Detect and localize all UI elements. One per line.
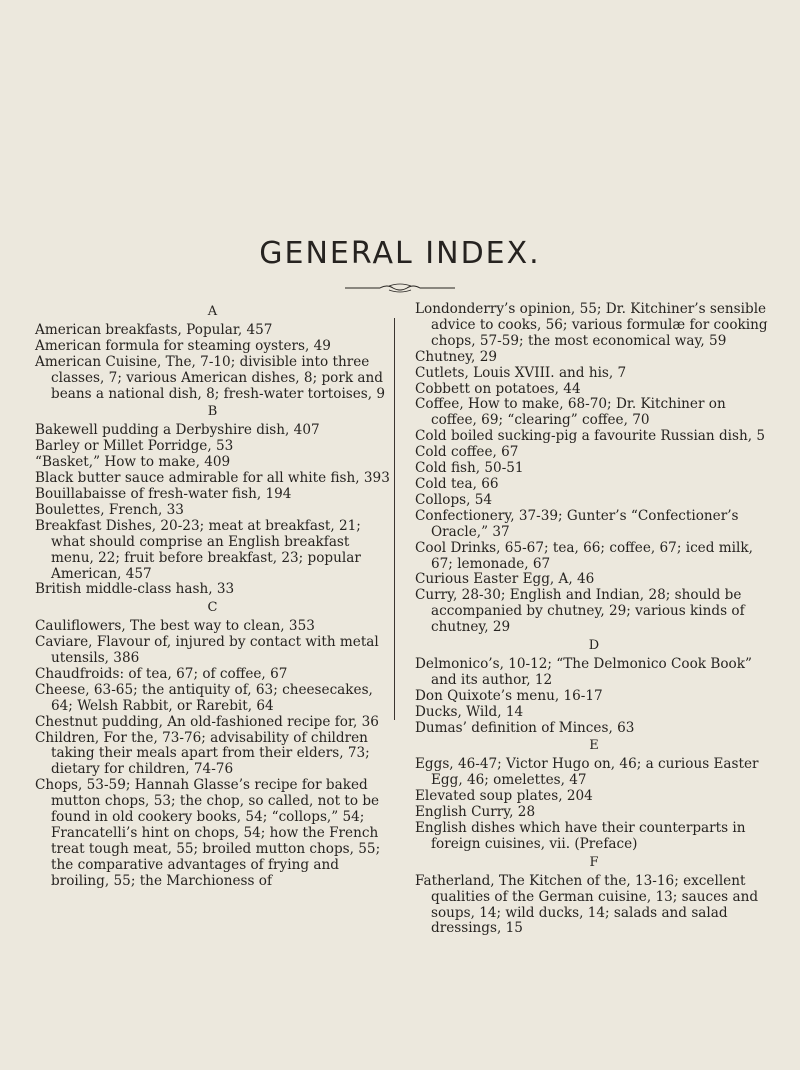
index-entry: English dishes which have their counterparts in foreign cuisines, vii. (Preface) <box>415 820 746 852</box>
index-entry: Chaudfroids: of tea, 67; of coffee, 67 <box>35 665 288 682</box>
section-letter: E <box>589 738 599 754</box>
index-entry: Children, For the, 73-76; advisability of children taking their meals apart from their elders, 73; dietary for children, 74-76 <box>35 729 370 778</box>
index-entry: Bouillabaisse of fresh-water fish, 194 <box>35 485 292 502</box>
index-entry: Cold tea, 66 <box>415 475 499 492</box>
index-entry: Curious Easter Egg, A, 46 <box>415 571 595 588</box>
index-entry: Confectionery, 37-39; Gunter’s “Confectioner’s Oracle,” 37 <box>415 507 739 540</box>
section-letter: C <box>207 600 218 616</box>
index-entry: Cheese, 63-65; the antiquity of, 63; cheesecakes, 64; Welsh Rabbit, or Rarebit, 64 <box>35 681 373 714</box>
index-entry: British middle-class hash, 33 <box>35 581 235 598</box>
index-entry: American Cuisine, The, 7-10; divisible into three classes, 7; various American dishes, 8; pork and beans a national dish, 8; fresh-water tortoises, 9 <box>35 353 386 402</box>
index-entry: Chestnut pudding, An old-fashioned recipe for, 36 <box>35 713 379 730</box>
section-letter: F <box>589 854 599 870</box>
index-entry: Cutlets, Louis XVIII. and his, 7 <box>415 364 627 381</box>
decorative-ornament <box>345 283 455 293</box>
index-column-right <box>415 302 773 937</box>
index-entry: Breakfast Dishes, 20-23; meat at breakfast, 21; what should comprise an English breakfast menu, 22; fruit before breakfast, 23; popular American, 457 <box>35 517 361 582</box>
index-entry: Cold fish, 50-51 <box>415 460 524 477</box>
index-entry: Cobbett on potatoes, 44 <box>415 380 581 397</box>
index-entry: Fatherland, The Kitchen of the, 13-16; excellent qualities of the German cuisine, 13; sauces and soups, 14; wild ducks, 14; salads and salad dressings, 15 <box>415 872 759 937</box>
index-column-left <box>35 302 390 890</box>
index-entry: Delmonico’s, 10-12; “The Delmonico Cook Book” and its author, 12 <box>415 655 752 688</box>
index-entry: Collops, 54 <box>415 491 493 508</box>
index-entry: Eggs, 46-47; Victor Hugo on, 46; a curious Easter Egg, 46; omelettes, 47 <box>415 756 759 789</box>
page-title: GENERAL INDEX. <box>259 236 541 271</box>
index-entry: Cool Drinks, 65-67; tea, 66; coffee, 67; iced milk, 67; lemonade, 67 <box>415 539 753 572</box>
index-entry: Barley or Millet Porridge, 53 <box>35 438 234 455</box>
index-entry: Cold coffee, 67 <box>415 444 519 461</box>
index-entry: Black butter sauce admirable for all white fish, 393 <box>35 470 390 487</box>
index-entry: Coffee, How to make, 68-70; Dr. Kitchiner on coffee, 69; “clearing” coffee, 70 <box>415 396 726 429</box>
index-entry: Cauliflowers, The best way to clean, 353 <box>35 618 315 635</box>
index-entry: Caviare, Flavour of, injured by contact with metal utensils, 386 <box>35 634 379 667</box>
index-entry: Cold boiled sucking-pig a favourite Russian dish, 5 <box>415 428 766 445</box>
section-letter: B <box>207 404 218 420</box>
index-entry: Don Quixote’s menu, 16-17 <box>415 687 603 704</box>
index-entry: Boulettes, French, 33 <box>35 501 184 518</box>
section-letter: A <box>207 304 218 319</box>
section-letter: D <box>588 638 600 654</box>
index-entry: Curry, 28-30; English and Indian, 28; should be accompanied by chutney, 29; various kinds of chutney, 29 <box>415 587 745 636</box>
index-entry: Ducks, Wild, 14 <box>415 703 524 720</box>
index-entry: American breakfasts, Popular, 457 <box>35 321 273 338</box>
index-entry: Bakewell pudding a Derbyshire dish, 407 <box>35 422 320 439</box>
index-entry: Chutney, 29 <box>415 348 497 365</box>
index-entry: Londonderry’s opinion, 55; Dr. Kitchiner’s sensible advice to cooks, 56; various formulæ for cooking chops, 57-59; the most economical way, 59 <box>415 301 768 349</box>
index-entry: Elevated soup plates, 204 <box>415 788 593 805</box>
index-entry: Chops, 53-59; Hannah Glasse’s recipe for baked mutton chops, 53; the chop, so called, not to be found in old cookery books, 54; “collops,” 54; Francatelli’s hint on chops, 54; how the French treat tough meat, 55; broiled mutton chops, 55; the comparative advantages of frying and broiling, 55; the Marchioness of <box>35 777 381 889</box>
column-divider <box>394 318 395 720</box>
index-entry: “Basket,” How to make, 409 <box>35 454 231 471</box>
index-entry: American formula for steaming oysters, 49 <box>35 337 331 354</box>
index-entry: Dumas’ definition of Minces, 63 <box>415 719 635 736</box>
index-entry: English Curry, 28 <box>415 804 536 821</box>
